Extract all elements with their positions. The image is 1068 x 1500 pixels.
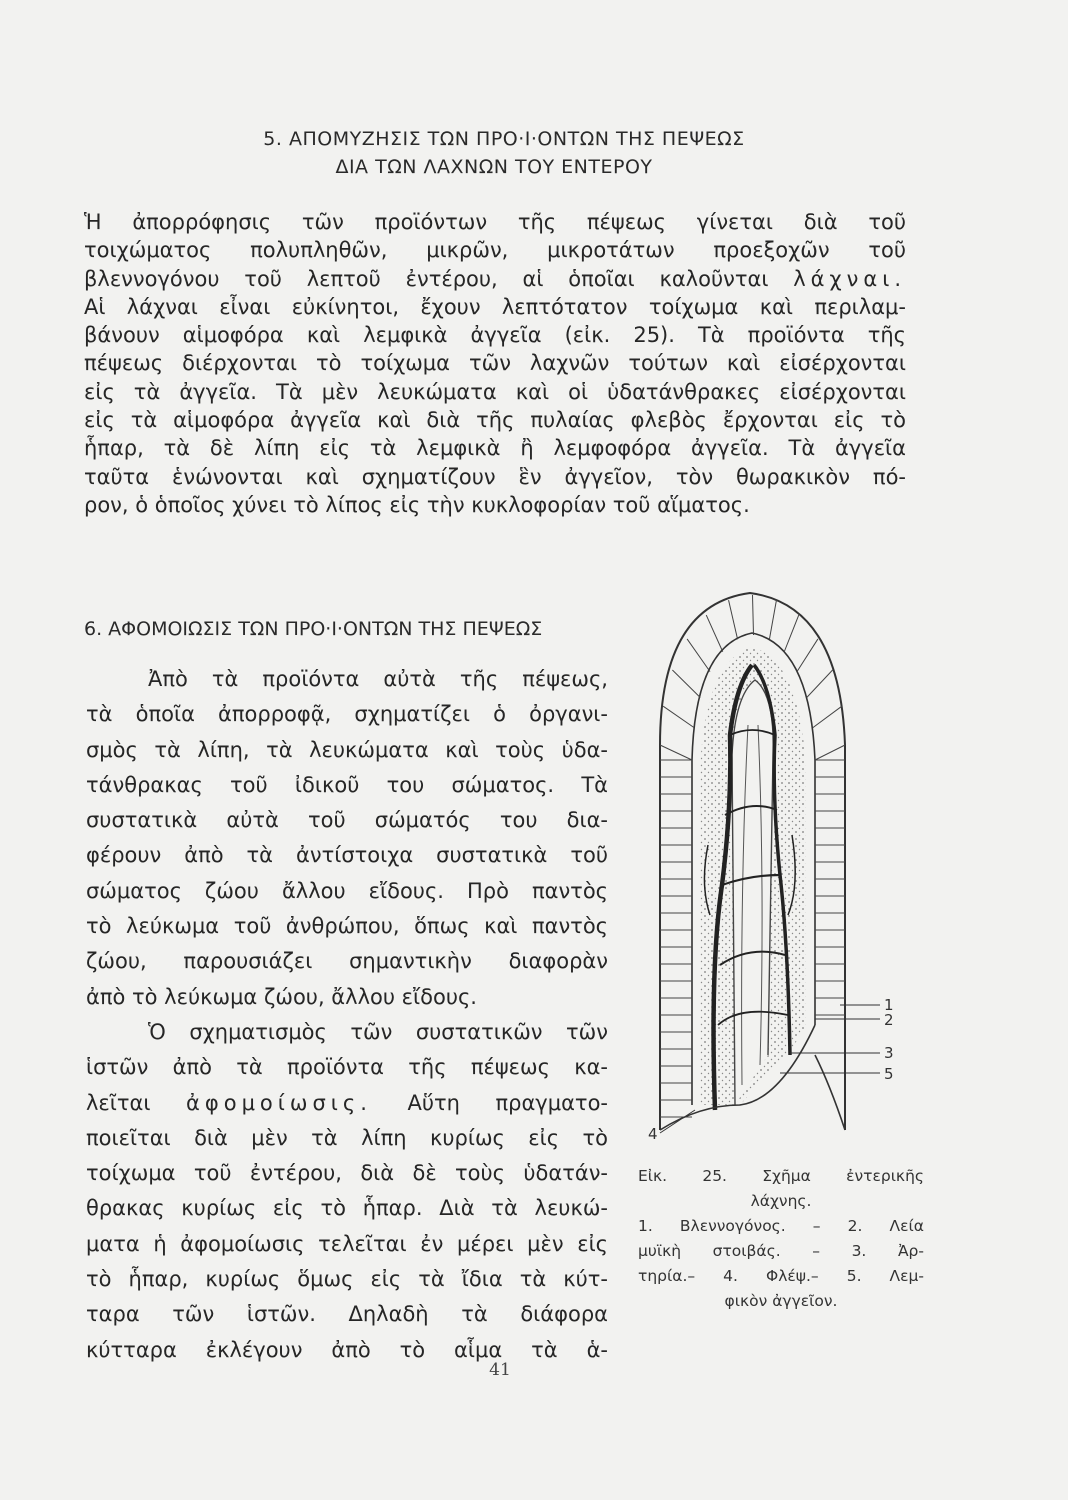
- text-fragment: Αὕτη πραγματο-: [371, 1090, 608, 1115]
- figure-caption: [638, 1164, 924, 1314]
- figure-label-3: 3: [884, 1044, 894, 1062]
- caption-line: φικὸν ἀγγεῖον.: [724, 1292, 838, 1310]
- section-6-paragraph: [86, 662, 608, 1368]
- figure-label-4: 4: [648, 1125, 658, 1143]
- term-afomoiosis: ἀφομοίωσις.: [186, 1090, 372, 1115]
- text-line: [84, 265, 906, 293]
- epithelial-cell-wall: [813, 706, 842, 727]
- text-line: τὰ ὁποῖα ἀπορροφᾷ, σχηματίζει ὁ ὀργανι-: [86, 702, 608, 727]
- text-line: τὸ λεύκωμα τοῦ ἀνθρώπου, ὅπως καὶ παντὸς: [86, 914, 608, 939]
- text-line: συστατικὰ αὐτὰ τοῦ σώματός του δια-: [86, 808, 608, 833]
- epithelial-cell-wall: [663, 706, 694, 727]
- text-line: πέψεως διέρχονται τὸ τοίχωμα τῶν λαχνῶν τούτων καὶ εἰσέρχονται: [84, 351, 906, 376]
- text-line: κύτταρα ἐκλέγουν ἀπὸ τὸ αἷμα τὰ ἁ-: [86, 1337, 608, 1362]
- text-line: ποιεῖται διὰ μὲν τὰ λίπη κυρίως εἰς τὸ: [86, 1125, 608, 1150]
- text-line: ἧπαρ, τὰ δὲ λίπη εἰς τὰ λεμφικὰ ἢ λεμφοφόρα ἀγγεῖα. Τὰ ἀγγεῖα: [84, 436, 906, 461]
- villus-figure: [640, 585, 920, 1150]
- caption-line: λάχνης.: [750, 1192, 812, 1210]
- text-line: ζώου, παρουσιάζει σημαντικὴν διαφορὰν: [86, 949, 608, 974]
- section-5-paragraph: [84, 208, 906, 519]
- text-line: Αἱ λάχναι εἶναι εὐκίνητοι, ἔχουν λεπτότατον τοίχωμα καὶ περιλαμ-: [84, 294, 906, 319]
- caption-line: Εἰκ. 25. Σχῆμα ἐντερικῆς: [638, 1167, 924, 1185]
- text-line: ταρα τῶν ἱστῶν. Δηλαδὴ τὰ διάφορα: [86, 1302, 608, 1327]
- section-6-title: 6. ΑΦΟΜΟΙΩΣΙΣ ΤΩΝ ΠΡΟ·Ι·ΟΝΤΩΝ ΤΗΣ ΠΕΨΕΩΣ: [84, 618, 543, 640]
- caption-line: τηρία.– 4. Φλέψ.– 5. Λεμ-: [638, 1267, 924, 1285]
- page-number: 41: [489, 1360, 511, 1380]
- epithelial-cell-wall: [784, 615, 799, 652]
- text-fragment: λεῖται: [86, 1090, 187, 1115]
- epithelial-cell-wall: [807, 670, 833, 698]
- text-line: τὸ ἧπαρ, κυρίως ὅμως εἰς τὰ ἴδια τὰ κύτ-: [86, 1267, 608, 1292]
- text-line: ἀπὸ τὸ λεύκωμα ζώου, ἄλλου εἴδους.: [86, 984, 477, 1009]
- text-line: Ἀπὸ τὰ προϊόντα αὐτὰ τῆς πέψεως,: [148, 667, 608, 691]
- caption-line: μυϊκὴ στοιβάς. – 3. Ἀρ-: [638, 1242, 924, 1260]
- epithelial-cell-wall: [753, 595, 754, 635]
- text-line: θρακας κυρίως εἰς τὸ ἧπαρ. Διὰ τὰ λευκώ-: [86, 1196, 608, 1221]
- text-line: τοίχωμα τοῦ ἐντέρου, διὰ δὲ τοὺς ὑδατάν-: [86, 1161, 608, 1186]
- figure-label-1: 1: [884, 996, 894, 1014]
- epithelial-cell-wall: [687, 639, 710, 672]
- epithelial-cell-wall: [706, 615, 723, 652]
- epithelial-cell-wall: [769, 600, 776, 639]
- epithelial-cell-wall: [729, 600, 738, 639]
- section-5-subtitle: ΔΙΑ ΤΩΝ ΛΑΧΝΩΝ ΤΟΥ ΕΝΤΕΡΟΥ: [335, 156, 653, 178]
- caption-line: 1. Βλεννογόνος. – 2. Λεία: [638, 1217, 924, 1235]
- text-fragment: βλεννογόνου τοῦ λεπτοῦ ἐντέρου, αἱ ὁποῖαι καλοῦνται: [84, 266, 794, 291]
- text-line: τοιχώματος πολυπληθῶν, μικρῶν, μικροτάτων προεξοχῶν τοῦ: [84, 238, 906, 263]
- text-line: εἰς τὰ ἀγγεῖα. Τὰ μὲν λευκώματα καὶ οἱ ὑδατάνθρακες εἰσέρχονται: [84, 379, 906, 404]
- epithelial-cell-wall: [672, 670, 700, 698]
- epithelial-cell-wall: [815, 745, 845, 760]
- epithelial-cell-wall: [797, 639, 818, 672]
- text-line: [86, 1086, 608, 1121]
- text-line: τάνθρακας τοῦ ἰδικοῦ του σώματος. Τὰ: [86, 772, 608, 797]
- text-line: σώματος ζώου ἄλλου εἴδους. Πρὸ παντὸς: [86, 878, 608, 903]
- text-line: ἱστῶν ἀπὸ τὰ προϊόντα τῆς πέψεως κα-: [86, 1055, 608, 1080]
- text-line: Ἡ ἀπορρόφησις τῶν προϊόντων τῆς πέψεως γίνεται διὰ τοῦ: [84, 210, 906, 234]
- text-line: ρον, ὁ ὁποῖος χύνει τὸ λίπος εἰς τὴν κυκλοφορίαν τοῦ αἵματος.: [84, 492, 750, 517]
- epithelial-cell-wall: [660, 745, 692, 760]
- term-lachnai: λάχναι.: [793, 266, 906, 291]
- text-line: βάνουν αἱμοφόρα καὶ λεμφικὰ ἀγγεῖα (εἰκ. 25). Τὰ προϊόντα τῆς: [84, 323, 906, 348]
- text-line: Ὁ σχηματισμὸς τῶν συστατικῶν τῶν: [148, 1019, 608, 1044]
- text-line: σμὸς τὰ λίπη, τὰ λευκώματα καὶ τοὺς ὑδα-: [86, 737, 608, 762]
- figure-label-5: 5: [884, 1065, 894, 1083]
- section-5-title: 5. ΑΠΟΜΥΖΗΣΙΣ ΤΩΝ ΠΡΟ·Ι·ΟΝΤΩΝ ΤΗΣ ΠΕΨΕΩΣ: [263, 128, 745, 150]
- text-line: εἰς τὰ αἱμοφόρα ἀγγεῖα καὶ διὰ τῆς πυλαίας φλεβὸς ἔρχονται εἰς τὸ: [84, 408, 906, 433]
- text-line: ματα ἡ ἀφομοίωσις τελεῖται ἐν μέρει μὲν εἰς: [86, 1231, 608, 1256]
- text-line: φέρουν ἀπὸ τὰ ἀντίστοιχα συστατικὰ τοῦ: [86, 843, 608, 868]
- figure-label-2: 2: [884, 1011, 894, 1029]
- text-line: ταῦτα ἑνώνονται καὶ σχηματίζουν ἓν ἀγγεῖον, τὸν θωρακικὸν πό-: [84, 464, 906, 489]
